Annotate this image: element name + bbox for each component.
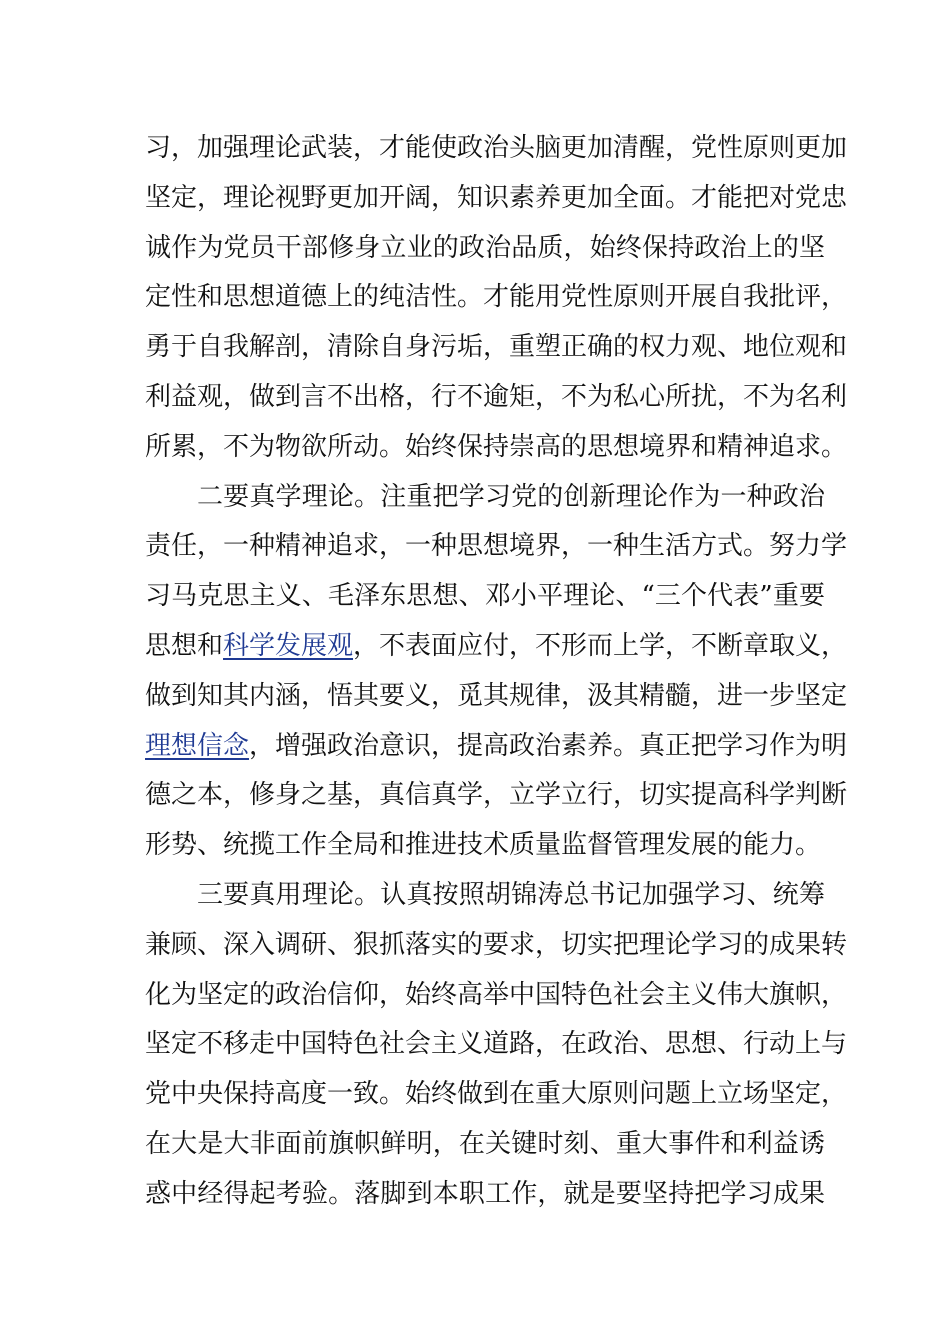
text-line [145,672,848,722]
text-run: 坚定，理论视野更加开阔，知识素养更加全面。才能把对党忠 [145,182,848,213]
text-line [145,124,848,174]
text-run: 习马克思主义、毛泽东思想、邓小平理论、“三个代表”重要 [145,581,825,612]
text-run: 做到知其内涵，悟其要义，觅其规律，汲其精髓，进一步坚定 [145,680,848,711]
text-run: 三要真用理论。认真按照胡锦涛总书记加强学习、统筹 [197,879,825,910]
text-line [145,273,848,323]
text-run: 德之本，修身之基，真信真学，立学立行，切实提高科学判断 [145,780,848,811]
text-run: 责任，一种精神追求，一种思想境界，一种生活方式。努力学 [145,531,848,562]
text-line [145,1020,848,1070]
text-run: 思想和 [145,630,224,661]
text-run: ，不表面应付，不形而上学，不断章取义， [353,630,848,661]
text-run: 二要真学理论。注重把学习党的创新理论作为一种政治 [197,481,825,512]
text-line [145,224,825,274]
text-run: 化为坚定的政治信仰，始终高举中国特色社会主义伟大旗帜， [145,979,848,1010]
text-line [145,821,825,871]
link-scientific-development[interactable]: 科学发展观 [223,630,354,661]
link-ideals-beliefs[interactable]: 理想信念 [145,730,250,761]
body-text [145,124,848,1220]
text-line [145,871,825,921]
text-line [145,522,848,572]
text-run: 党中央保持高度一致。始终做到在重大原则问题上立场坚定， [145,1079,848,1110]
text-run: 勇于自我解剖，清除自身污垢，重塑正确的权力观、地位观和 [145,332,848,363]
text-run: 习，加强理论武装，才能使政治头脑更加清醒，党性原则更加 [145,133,848,163]
text-line [145,373,848,423]
text-run: 利益观，做到言不出格，行不逾矩，不为私心所扰，不为名利 [145,381,848,412]
text-run: 兼顾、深入调研、狠抓落实的要求，切实把理论学习的成果转 [145,929,848,960]
text-line [145,174,848,224]
text-run: 形势、统揽工作全局和推进技术质量监督管理发展的能力。 [145,830,822,861]
text-line [145,622,848,672]
text-line [145,771,848,821]
text-run: 所累，不为物欲所动。始终保持崇高的思想境界和精神追求。 [145,431,848,462]
text-line [145,323,848,373]
text-line [145,1120,825,1170]
text-run: 坚定不移走中国特色社会主义道路，在政治、思想、行动上与 [145,1029,848,1060]
text-line [145,473,825,523]
text-line [145,1170,825,1220]
text-line [145,921,848,971]
text-run: 惑中经得起考验。落脚到本职工作，就是要坚持把学习成果 [145,1178,825,1209]
text-line [145,722,848,772]
text-line [145,1070,848,1120]
text-run: 定性和思想道德上的纯洁性。才能用党性原则开展自我批评， [145,282,848,313]
text-line [145,971,848,1021]
text-line [145,572,825,622]
text-run: ，增强政治意识，提高政治素养。真正把学习作为明 [249,730,848,761]
text-run: 在大是大非面前旗帜鲜明，在关键时刻、重大事件和利益诱 [145,1128,825,1159]
text-run: 诚作为党员干部修身立业的政治品质，始终保持政治上的坚 [145,232,825,263]
text-line [145,423,848,473]
